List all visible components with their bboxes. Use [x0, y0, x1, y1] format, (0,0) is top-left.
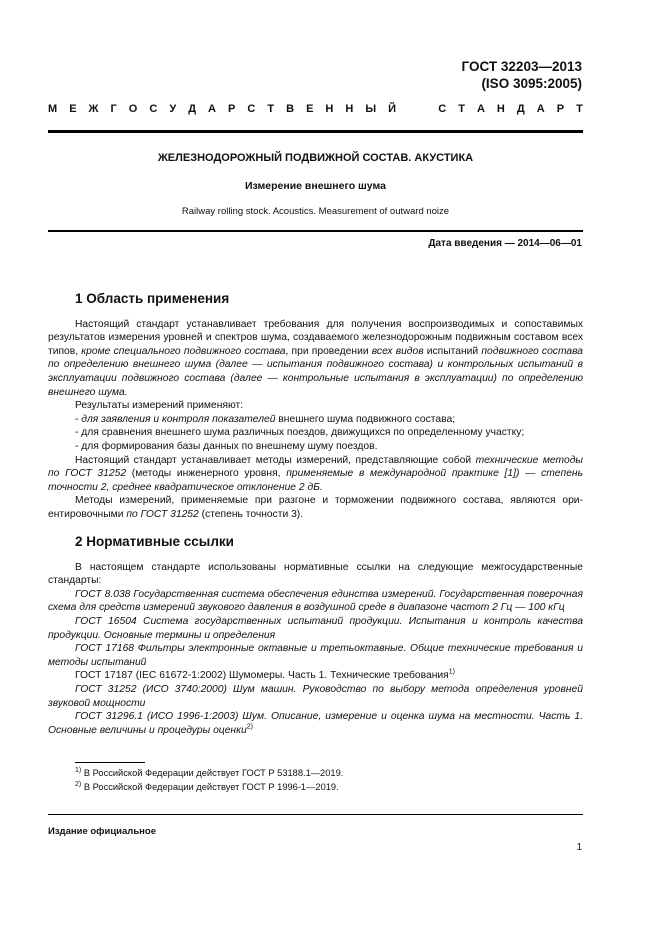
reference-item: ГОСТ 31296.1 (ИСО 1996-1:2003) Шум. Описание, измерение и оценка шума на местности. Часть 1. Основные величины и процедуры оценки$^{2)}$ — [48, 711, 583, 736]
iso-reference: (ISO 3095:2005) — [481, 76, 582, 91]
header-letter: В — [286, 103, 295, 115]
standard-code — [462, 58, 582, 92]
interstate-standard-header — [48, 103, 583, 115]
reference-item: ГОСТ 16504 Система государственных испытаний продукции. Испытания и контроль качества продукции. Основные термины и определения — [48, 615, 583, 641]
official-edition-label: Издание официальное — [48, 826, 156, 837]
page-number: 1 — [576, 842, 582, 853]
reference-item: ГОСТ 17187 (IEC 61672-1:2002) Шумомеры. Часть 1. Технические требования$^{1)}$ — [75, 668, 455, 682]
header-letter: С — [438, 103, 447, 115]
footnote-ref: 2) — [246, 723, 253, 731]
footnote: $^{2)}$ В Российской Федерации действует ГОСТ Р 1996-1—2019. — [75, 780, 339, 792]
header-letter: Н — [496, 103, 505, 115]
header-letter: Н — [345, 103, 354, 115]
header-letter: Д — [188, 103, 197, 115]
header-letter: Т — [458, 103, 465, 115]
reference-item: ГОСТ 31252 (ИСО 3740:2000) Шум машин. Руководство по выбору метода определения уровней звуковой мощности — [48, 683, 583, 709]
header-letter: Т — [267, 103, 275, 115]
header-letter: Ж — [88, 103, 99, 115]
section-heading: 1 Область применения — [75, 291, 230, 306]
document-subtitle: Измерение внешнего шума — [245, 180, 386, 192]
header-letter: Т — [576, 103, 583, 115]
list-item: - для формирования базы данных по внешнему шуму поездов. — [75, 440, 378, 452]
header-letter: У — [169, 103, 177, 115]
paragraph: Методы измерений, применяемые при разгоне и торможении подвижного состава, являются ориентировочными по ГОСТ 31252 (степень точности 3). — [48, 495, 583, 520]
section-normative-references — [48, 535, 583, 737]
header-letter — [408, 103, 411, 115]
paragraph: Настоящий стандарт устанавливает требования для получения воспроизводимых и сопоставимых результатов измерения уровней и спектров шума, создаваемого железнодорожным подвижным составом всех типов, кроме специального подвижного состава, при проведении всех видов испытаний подвижного состава по определению внешнего шума (далее — испытания подвижного состава) и контрольных испытаний в эксплуатации подвижного состава (далее — контрольные испытания в эксплуатации) по определению внешнего шума. — [48, 318, 584, 398]
header-letter: С — [149, 103, 158, 115]
header-letter: Е — [69, 103, 77, 115]
header-letter: М — [48, 103, 58, 115]
footnote-rule — [75, 762, 145, 763]
paragraph: В настоящем стандарте использованы нормативные ссылки на следующие межгосударственные стандарты: — [48, 561, 583, 587]
header-rule — [48, 130, 583, 133]
header-letter: А — [208, 103, 216, 115]
paragraph: Результаты измерений применяют: — [75, 400, 244, 412]
paragraph: Настоящий стандарт устанавливает методы измерений, представляющие собой технические методы по ГОСТ 31252 (методы инженерного уровня, применяемые в международной практике [1]) — степень точности 2, среднее квадратическое отклонение 2 дБ. — [48, 454, 584, 493]
header-letter: Р — [556, 103, 565, 115]
footnote: $^{1)}$ В Российской Федерации действует ГОСТ Р 53188.1—2019. — [75, 766, 344, 778]
document-title-english: Railway rolling stock. Acoustics. Measurement of outward noize — [181, 206, 450, 217]
header-letter: О — [128, 103, 138, 115]
footnote-ref: 1) — [448, 668, 455, 676]
section-heading: 2 Нормативные ссылки — [75, 534, 234, 549]
header-letter: Е — [306, 103, 314, 115]
title-rule — [48, 230, 583, 232]
reference-item: ГОСТ 17168 Фильтры электронные октавные и третьоктавные. Общие технические требования и методы испытаний — [48, 643, 583, 668]
document-title: ЖЕЛЕЗНОДОРОЖНЫЙ ПОДВИЖНОЙ СОСТАВ. АКУСТИКА — [157, 152, 474, 164]
header-letter: Ы — [365, 103, 377, 115]
header-letter: Н — [325, 103, 334, 115]
introduction-date: Дата введения — 2014—06—01 — [428, 238, 582, 249]
header-letter: С — [247, 103, 256, 115]
header-letter: Р — [228, 103, 236, 115]
list-item: - для сравнения внешнего шума различных поездов, движущихся по определенному участку; — [75, 427, 525, 439]
standard-number: ГОСТ 32203—2013 — [461, 59, 582, 74]
section-scope — [48, 292, 583, 522]
header-letter: Й — [388, 103, 397, 115]
header-letter: Д — [516, 103, 525, 115]
header-letter: А — [536, 103, 545, 115]
header-letter: А — [476, 103, 485, 115]
list-item: - для заявления и контроля показателей внешнего шума подвижного состава; — [75, 413, 456, 425]
header-letter: Г — [110, 103, 117, 115]
reference-item: ГОСТ 8.038 Государственная система обеспечения единства измерений. Государственная поверочная схема для средств измерений звукового давления в воздушной среде в диапазоне частот 2 Гц — 100 кГц — [48, 588, 583, 614]
header-letter — [423, 103, 426, 115]
footer-rule — [48, 814, 583, 815]
